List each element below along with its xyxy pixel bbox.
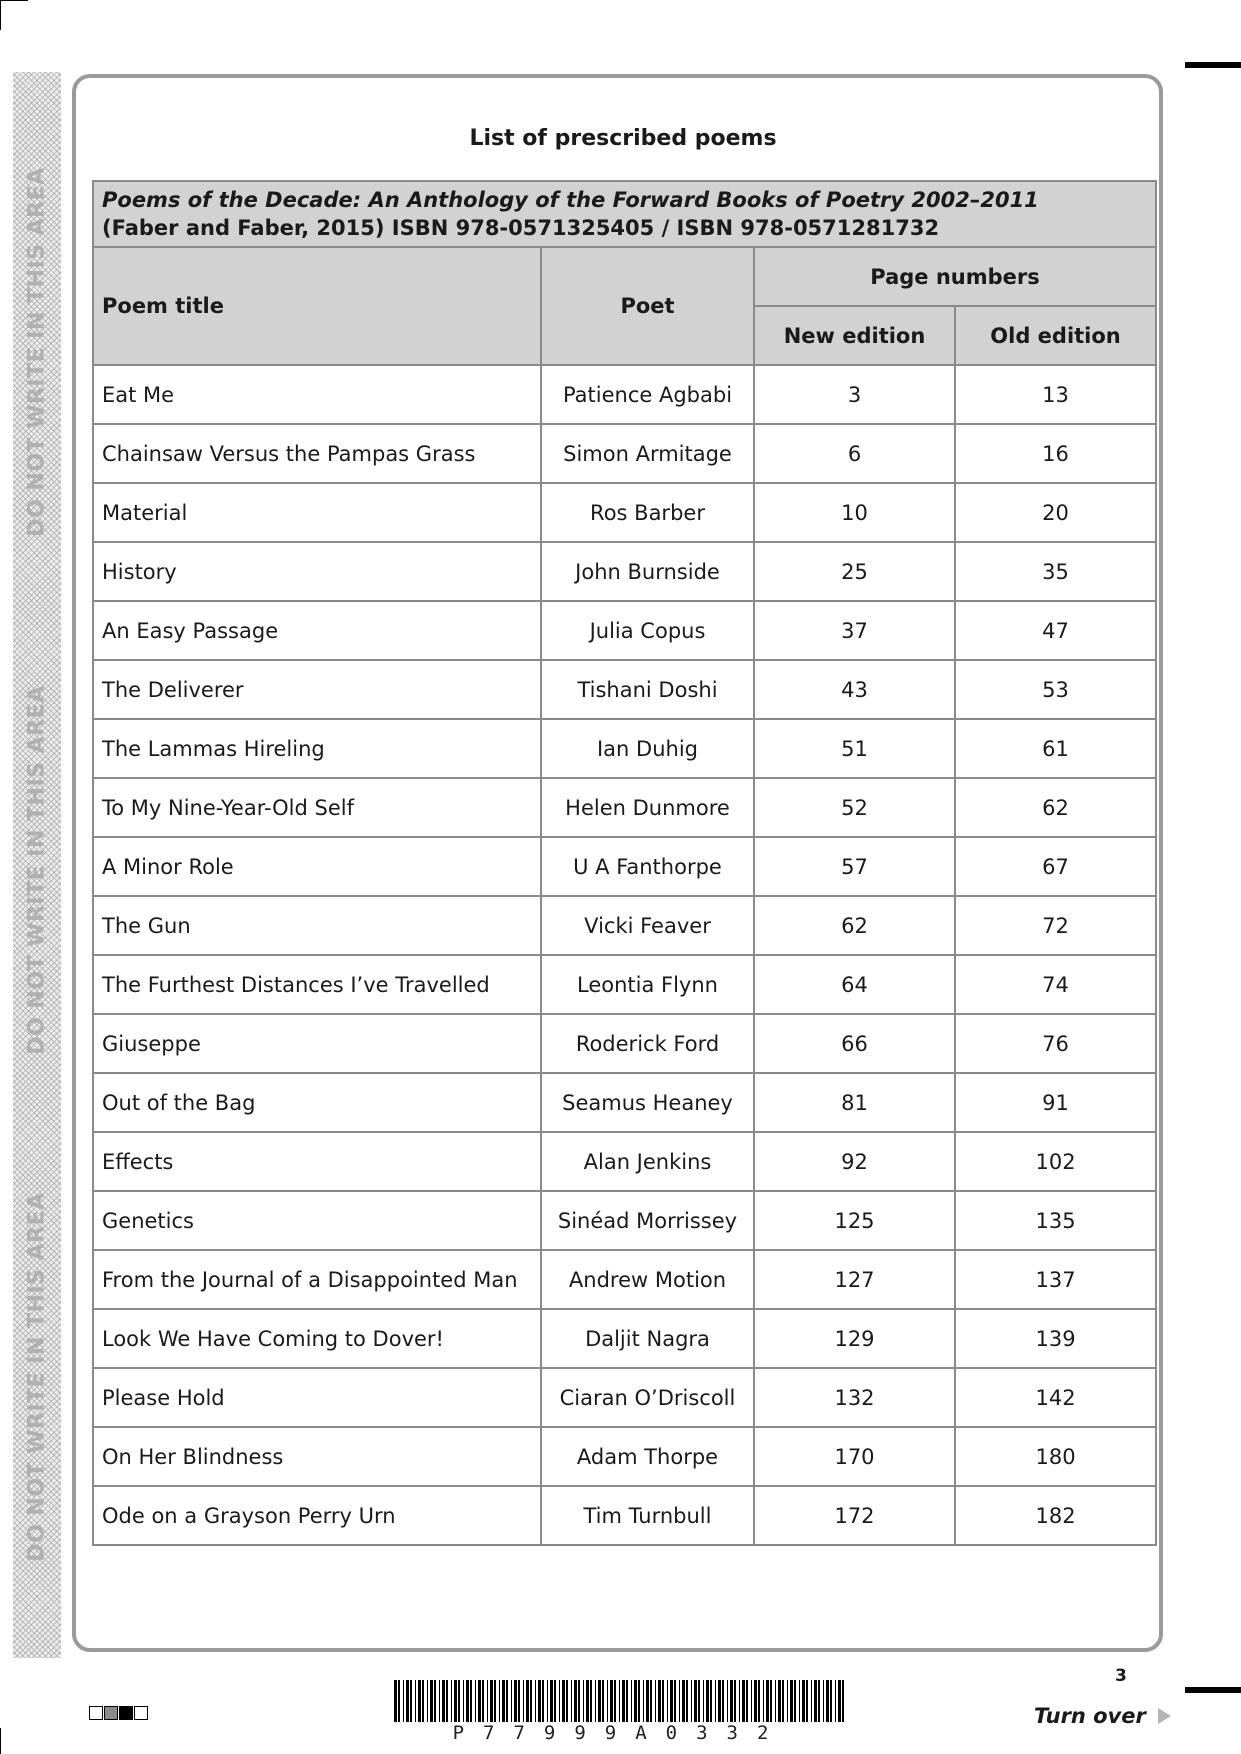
old-edition-page-cell: 47 [955,601,1156,660]
barcode-bar [607,1680,608,1722]
header-poet: Poet [541,247,754,365]
marker-square [134,1706,148,1720]
barcode-bar [638,1680,640,1722]
page-number: 3 [1115,1666,1127,1686]
barcode-bar [643,1680,644,1722]
poet-cell: Vicki Feaver [541,896,754,955]
table-row [93,1132,1156,1191]
barcode-bar [526,1680,529,1722]
table-row [93,660,1156,719]
new-edition-page-cell: 172 [754,1486,955,1545]
table-row [93,542,1156,601]
barcode-bar [514,1680,517,1722]
poet-cell: John Burnside [541,542,754,601]
barcode-bar [802,1680,805,1722]
barcode-bar [574,1680,577,1722]
barcode-bar [770,1680,772,1722]
marker-square [104,1706,118,1720]
barcode-bar [470,1680,472,1722]
header-page-numbers: Page numbers [754,247,1156,306]
barcode-bar [602,1680,604,1722]
barcode-bar [430,1680,433,1722]
barcode-bar [478,1680,481,1722]
old-edition-page-cell: 13 [955,365,1156,424]
barcode-bar [763,1680,764,1722]
poet-cell: Ciaran O’Driscoll [541,1368,754,1427]
barcode-bar [398,1680,400,1722]
barcode-bar [751,1680,752,1722]
barcode-bar [718,1680,721,1722]
new-edition-page-cell: 57 [754,837,955,896]
crop-mark [0,0,28,1]
barcode-bar [734,1680,736,1722]
poet-cell: Roderick Ford [541,1014,754,1073]
barcode-bar [766,1680,769,1722]
turn-over-indicator [1034,1704,1171,1728]
barcode-bar [523,1680,524,1722]
barcode-bar [667,1680,668,1722]
poet-cell: Sinéad Morrissey [541,1191,754,1250]
new-edition-page-cell: 127 [754,1250,955,1309]
barcode-bar [686,1680,688,1722]
table-row [93,1309,1156,1368]
barcode-bar [554,1680,556,1722]
barcode-bar [634,1680,637,1722]
barcode-bar [794,1680,796,1722]
barcode-bar [535,1680,536,1722]
poem-title-cell: The Deliverer [93,660,541,719]
barcode-bar [614,1680,616,1722]
poem-title-cell: To My Nine-Year-Old Self [93,778,541,837]
old-edition-page-cell: 74 [955,955,1156,1014]
barcode-bar [458,1680,460,1722]
old-edition-page-cell: 16 [955,424,1156,483]
barcode-bar [698,1680,700,1722]
barcode-bar [806,1680,808,1722]
barcode-bar [415,1680,416,1722]
page-marker-squares [89,1706,149,1720]
barcode-bar [571,1680,572,1722]
poet-cell: Simon Armitage [541,424,754,483]
barcode-bar [446,1680,448,1722]
poet-cell: Ian Duhig [541,719,754,778]
anthology-header-row [93,181,1156,247]
barcode-bar [823,1680,824,1722]
poem-title-cell: Eat Me [93,365,541,424]
column-header-row [93,247,1156,306]
barcode-bar [811,1680,812,1722]
poem-title-cell: Out of the Bag [93,1073,541,1132]
barcode-bar [658,1680,661,1722]
poet-cell: Adam Thorpe [541,1427,754,1486]
barcode-bar [842,1680,844,1722]
new-edition-page-cell: 10 [754,483,955,542]
barcode-bar [610,1680,613,1722]
table-row [93,1250,1156,1309]
barcode-bar [410,1680,412,1722]
old-edition-page-cell: 61 [955,719,1156,778]
barcode-bar [518,1680,520,1722]
poet-cell: U A Fanthorpe [541,837,754,896]
new-edition-page-cell: 66 [754,1014,955,1073]
barcode-bar [466,1680,469,1722]
old-edition-page-cell: 180 [955,1427,1156,1486]
header-old-edition: Old edition [955,306,1156,365]
poem-title-cell: On Her Blindness [93,1427,541,1486]
table-row [93,837,1156,896]
table-row [93,719,1156,778]
new-edition-page-cell: 43 [754,660,955,719]
old-edition-page-cell: 67 [955,837,1156,896]
table-row [93,1014,1156,1073]
poem-title-cell: A Minor Role [93,837,541,896]
barcode-bar [595,1680,596,1722]
barcode-bar [502,1680,505,1722]
barcode-bar [622,1680,625,1722]
new-edition-page-cell: 129 [754,1309,955,1368]
poem-title-cell: From the Journal of a Disappointed Man [93,1250,541,1309]
barcode-image [394,1680,846,1722]
new-edition-page-cell: 170 [754,1427,955,1486]
poet-cell: Daljit Nagra [541,1309,754,1368]
old-edition-page-cell: 142 [955,1368,1156,1427]
barcode-bar [490,1680,493,1722]
barcode-bar [626,1680,628,1722]
barcode-bar [694,1680,697,1722]
table-row [93,1486,1156,1545]
old-edition-page-cell: 76 [955,1014,1156,1073]
header-new-edition: New edition [754,306,955,365]
poem-title-cell: Material [93,483,541,542]
header-poem-title: Poem title [93,247,541,365]
barcode-bar [434,1680,436,1722]
table-row [93,601,1156,660]
barcode-bar [463,1680,464,1722]
poem-title-cell: Please Hold [93,1368,541,1427]
crop-mark [0,0,1,30]
poet-cell: Tim Turnbull [541,1486,754,1545]
old-edition-page-cell: 72 [955,896,1156,955]
barcode-bar [487,1680,488,1722]
poet-cell: Helen Dunmore [541,778,754,837]
barcode-number: P77999A0332 [452,1722,788,1744]
barcode-bar [542,1680,544,1722]
barcode-bar [758,1680,760,1722]
anthology-cell [93,181,1156,247]
old-edition-page-cell: 137 [955,1250,1156,1309]
barcode-bar [499,1680,500,1722]
old-edition-page-cell: 91 [955,1073,1156,1132]
new-edition-page-cell: 51 [754,719,955,778]
barcode-bar [506,1680,508,1722]
new-edition-page-cell: 92 [754,1132,955,1191]
barcode-bar [451,1680,452,1722]
barcode-bar [826,1680,829,1722]
anthology-title: Poems of the Decade: An Anthology of the Forward Books of Poetry 2002–2011 [102,188,1039,212]
new-edition-page-cell: 37 [754,601,955,660]
barcode-bar [631,1680,632,1722]
barcode-bar [427,1680,428,1722]
marker-square [119,1706,133,1720]
barcode-bar [403,1680,404,1722]
barcode-bar [682,1680,685,1722]
barcode-bar [670,1680,673,1722]
barcode-bar [418,1680,421,1722]
barcode-bar [830,1680,832,1722]
old-edition-page-cell: 135 [955,1191,1156,1250]
poem-title-cell: Genetics [93,1191,541,1250]
barcode-bar [739,1680,740,1722]
barcode-bar [679,1680,680,1722]
new-edition-page-cell: 3 [754,365,955,424]
barcode-bar [662,1680,664,1722]
barcode-bar [787,1680,788,1722]
barcode-bar [598,1680,601,1722]
new-edition-page-cell: 52 [754,778,955,837]
barcode-bar [646,1680,649,1722]
barcode-bar [511,1680,512,1722]
old-edition-page-cell: 139 [955,1309,1156,1368]
new-edition-page-cell: 25 [754,542,955,601]
barcode-bar [655,1680,656,1722]
barcode-bar [578,1680,580,1722]
barcode-bar [439,1680,440,1722]
barcode-bar [775,1680,776,1722]
barcode-bar [814,1680,817,1722]
table-row [93,1427,1156,1486]
poet-cell: Leontia Flynn [541,955,754,1014]
table-row [93,1191,1156,1250]
play-arrow-icon [1158,1708,1171,1724]
poet-cell: Patience Agbabi [541,365,754,424]
barcode-bar [782,1680,784,1722]
poet-cell: Andrew Motion [541,1250,754,1309]
barcode-bar [562,1680,565,1722]
table-row [93,1368,1156,1427]
marker-square [89,1706,103,1720]
poet-cell: Seamus Heaney [541,1073,754,1132]
table-row [93,955,1156,1014]
table-row [93,896,1156,955]
poem-title-cell: Ode on a Grayson Perry Urn [93,1486,541,1545]
barcode-bar [703,1680,704,1722]
barcode-bar [674,1680,676,1722]
barcode-bar [442,1680,445,1722]
barcode-bar [746,1680,748,1722]
poet-cell: Ros Barber [541,483,754,542]
poem-title-cell: The Lammas Hireling [93,719,541,778]
poem-title-cell: Giuseppe [93,1014,541,1073]
barcode-bar [799,1680,800,1722]
barcode-bar [547,1680,548,1722]
registration-bar [1185,1687,1241,1693]
barcode-bar [559,1680,560,1722]
poem-title-cell: Look We Have Coming to Dover! [93,1309,541,1368]
barcode-bar [619,1680,620,1722]
barcode-bar [722,1680,724,1722]
barcode-bar [835,1680,836,1722]
barcode-bar [790,1680,793,1722]
barcode-bar [715,1680,716,1722]
barcode-bar [691,1680,692,1722]
new-edition-page-cell: 62 [754,896,955,955]
barcode-bar [586,1680,589,1722]
poem-title-cell: Effects [93,1132,541,1191]
poet-cell: Alan Jenkins [541,1132,754,1191]
barcode-bar [838,1680,841,1722]
barcode-bar [475,1680,476,1722]
barcode-bar [550,1680,553,1722]
old-edition-page-cell: 20 [955,483,1156,542]
barcode-bar [530,1680,532,1722]
table-row [93,1073,1156,1132]
barcode-bar [583,1680,584,1722]
barcode-bar [818,1680,820,1722]
old-edition-page-cell: 182 [955,1486,1156,1545]
barcode-bar [394,1680,397,1722]
new-edition-page-cell: 81 [754,1073,955,1132]
old-edition-page-cell: 53 [955,660,1156,719]
poet-cell: Tishani Doshi [541,660,754,719]
table-row [93,483,1156,542]
barcode-bar [727,1680,728,1722]
poem-title-cell: The Furthest Distances I’ve Travelled [93,955,541,1014]
table-row [93,778,1156,837]
barcode-bar [754,1680,757,1722]
poem-title-cell: History [93,542,541,601]
old-edition-page-cell: 102 [955,1132,1156,1191]
barcode-bar [454,1680,457,1722]
barcode-bar [778,1680,781,1722]
barcode-bar [422,1680,424,1722]
old-edition-page-cell: 62 [955,778,1156,837]
poem-title-cell: Chainsaw Versus the Pampas Grass [93,424,541,483]
registration-bar [1185,62,1241,68]
new-edition-page-cell: 132 [754,1368,955,1427]
new-edition-page-cell: 6 [754,424,955,483]
table-row [93,424,1156,483]
turn-over-label: Turn over [1034,1704,1146,1728]
barcode-bar [650,1680,652,1722]
barcode-bar [566,1680,568,1722]
poem-title-cell: The Gun [93,896,541,955]
anthology-publication: (Faber and Faber, 2015) ISBN 978-0571325405 / ISBN 978-0571281732 [102,216,940,240]
barcode-bar [706,1680,709,1722]
barcode-bar [742,1680,745,1722]
barcode-bar [730,1680,733,1722]
old-edition-page-cell: 35 [955,542,1156,601]
table-row [93,365,1156,424]
poet-cell: Julia Copus [541,601,754,660]
barcode-bar [482,1680,484,1722]
new-edition-page-cell: 125 [754,1191,955,1250]
barcode-bar [538,1680,541,1722]
crop-mark [0,1728,1,1754]
poem-title-cell: An Easy Passage [93,601,541,660]
barcode-bar [710,1680,712,1722]
prescribed-poems-table [92,180,1157,1546]
barcode-bar [590,1680,592,1722]
page-title: List of prescribed poems [469,126,777,151]
barcode-bar [406,1680,409,1722]
barcode-bar [494,1680,496,1722]
new-edition-page-cell: 64 [754,955,955,1014]
